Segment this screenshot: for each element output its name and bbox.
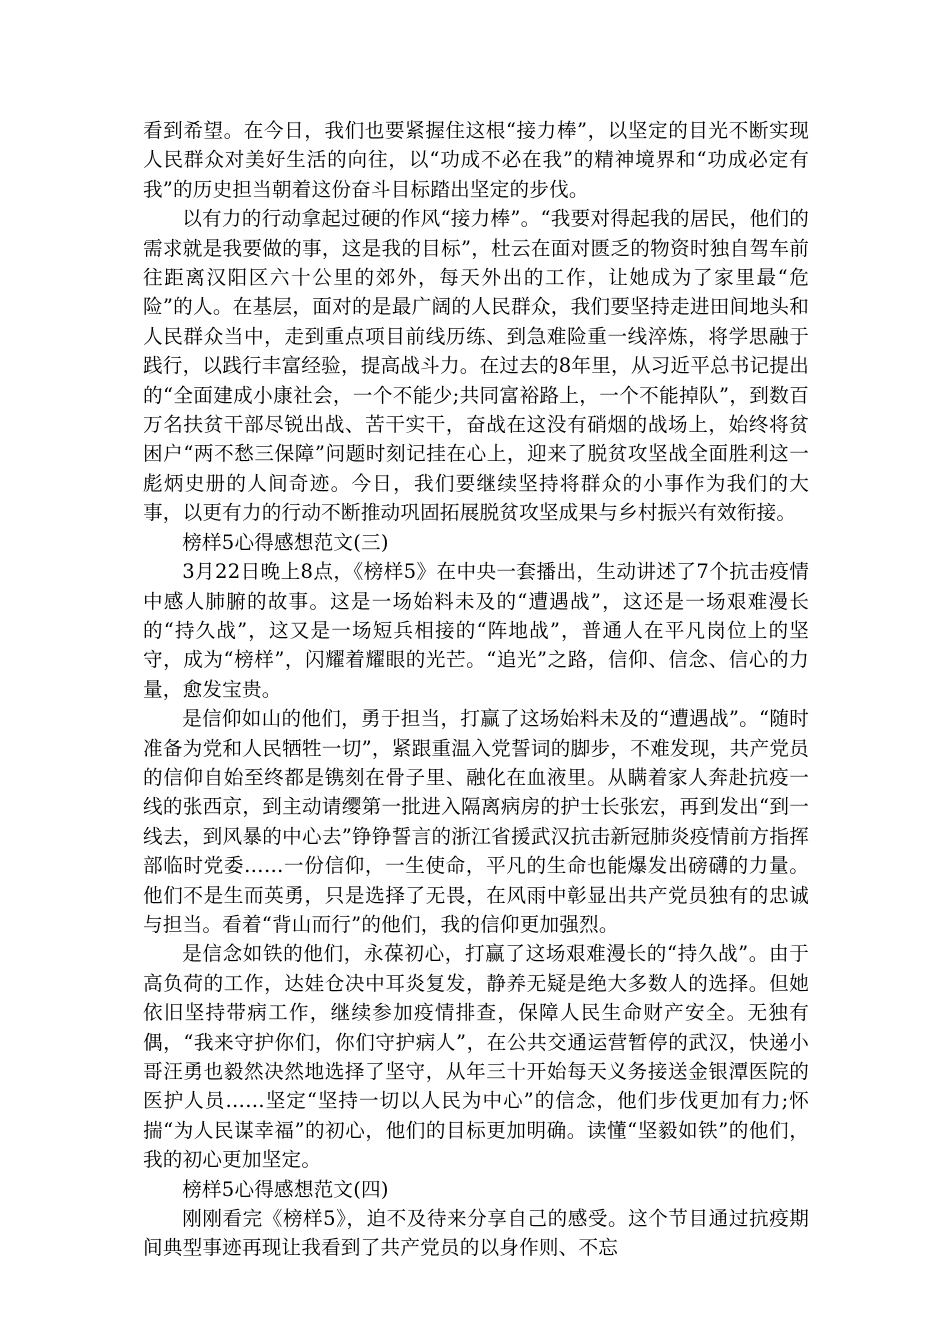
paragraph-just-watched: 刚刚看完《榜样5》，迫不及待来分享自己的感受。这个节目通过抗疫期间典型事迹再现让我看到了共产党员的以身作则、不忘 (143, 1207, 809, 1260)
paragraph-continued: 看到希望。在今日，我们也要紧握住这根“接力棒”，以坚定的目光不断实现人民群众对美好生活的向往，以“功成不必在我”的精神境界和“功成必定有我”的历史担当朝着这份奋斗目标踏出坚定的步伐。 (143, 119, 809, 201)
section-heading-4: 榜样5心得感想范文(四) (182, 1177, 389, 1201)
paragraph-relay-action: 以有力的行动拿起过硬的作风“接力棒”。“我要对得起我的居民，他们的需求就是我要做的事，这是我的目标”，杜云在面对匮乏的物资时独自驾车前往距离汉阳区六十公里的郊外，每天外出的工作，让她成为了家里最“危险”的人。在基层，面对的是最广阔的人民群众，我们要坚持走进田间地头和人民群众当中，走到重点项目前线历练、到急难险重一线淬炼，将学思融于践行，以践行丰富经验，提高战斗力。在过去的8年里，从习近平总书记提出的“全面建成小康社会，一个不能少;共同富裕路上，一个不能掉队”，到数百万名扶贫干部尽锐出战、苦干实干，奋战在这没有硝烟的战场上，始终将贫困户“两不愁三保障”问题时刻记挂在心上，迎来了脱贫攻坚战全面胜利这一彪炳史册的人间奇迹。今日，我们要继续坚持将群众的小事作为我们的大事，以更有力的行动不断推动巩固拓展脱贫攻坚成果与乡村振兴有效衔接。 (143, 207, 809, 525)
document-page (143, 116, 809, 1263)
paragraph-belief: 是信念如铁的他们，永葆初心，打赢了这场艰难漫长的“持久战”。由于高负荷的工作，达娃仓决中耳炎复发，静养无疑是绝大多数人的选择。但她依旧坚持带病工作，继续参加疫情排查，保障人民生命财产安全。无独有偶，“我来守护你们，你们守护病人”，在公共交通运营暂停的武汉，快递小哥汪勇也毅然决然地选择了坚守，从年三十开始每天义务接送金银潭医院的医护人员……坚定“坚持一切以人民为中心”的信念，他们步伐更加有力;怀揣“为人民谋幸福”的初心，他们的目标更加明确。读懂“坚毅如铁”的他们，我的初心更加坚定。 (143, 942, 809, 1172)
paragraph-faith: 是信仰如山的他们，勇于担当，打赢了这场始料未及的“遭遇战”。“随时准备为党和人民牺牲一切”，紧跟重温入党誓词的脚步，不难发现，共产党员的信仰自始至终都是镌刻在骨子里、融化在血液里。从瞒着家人奔赴抗疫一线的张西京，到主动请缨第一批进入隔离病房的护士长张宏，再到发出“到一线去，到风暴的中心去”铮铮誓言的浙江省援武汉抗击新冠肺炎疫情前方指挥部临时党委……一份信仰，一生使命，平凡的生命也能爆发出磅礴的力量。他们不是生而英勇，只是选择了无畏，在风雨中彰显出共产党员独有的忠诚与担当。看着“背山而行”的他们，我的信仰更加强烈。 (143, 707, 809, 936)
paragraph-broadcast: 3月22日晚上8点，《榜样5》在中央一套播出，生动讲述了7个抗击疫情中感人肺腑的故事。这是一场始料未及的“遭遇战”，这还是一场艰难漫长的“持久战”，这又是一场短兵相接的“阵地战”，普通人在平凡岗位上的坚守，成为“榜样”，闪耀着耀眼的光芒。“追光”之路，信仰、信念、信心的力量，愈发宝贵。 (143, 560, 809, 701)
section-heading-3: 榜样5心得感想范文(三) (182, 530, 389, 554)
